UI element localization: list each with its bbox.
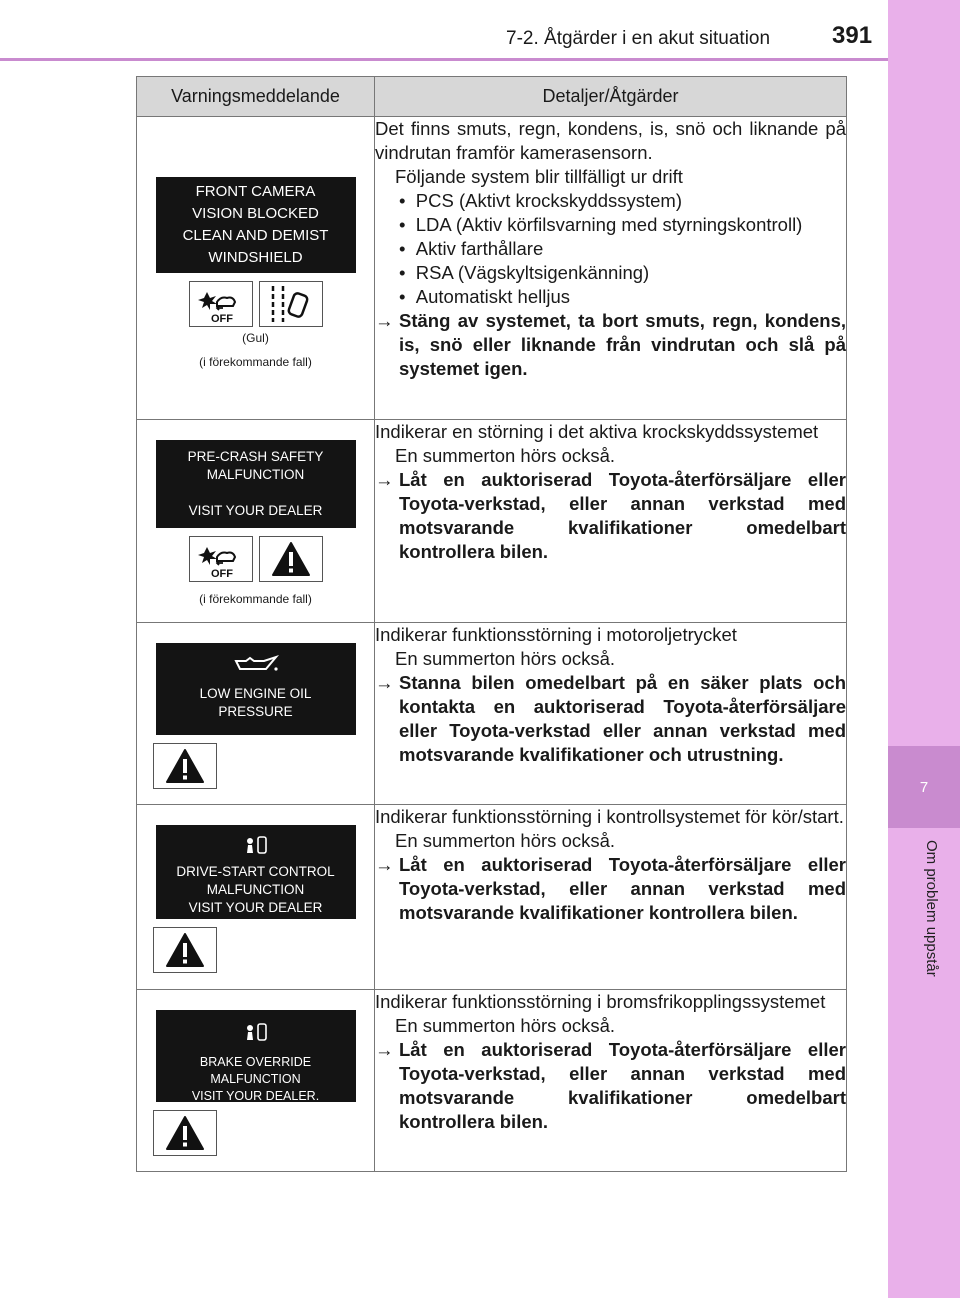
arrow-icon: → [375, 854, 394, 875]
action-text: → Stäng av systemet, ta bort smuts, regn, kondens, is, snö eller liknande från vindrutan och slå på systemet igen. [375, 310, 846, 379]
sidebar [888, 0, 960, 1298]
detail-subtext: En summerton hörs också. [395, 648, 616, 669]
display-screen [156, 643, 356, 735]
display-screen [156, 825, 356, 919]
page-number: 391 [832, 22, 873, 49]
warning-table [136, 76, 847, 1172]
color-caption: (Gul) [242, 331, 269, 345]
chapter-label: Om problem uppstår [923, 840, 940, 977]
list-item: • LDA (Aktiv körfilsvarning med styrningskontroll) [399, 214, 803, 235]
action-text: → Stanna bilen omedelbart på en säker plats och kontakta en auktoriserad Toyota-återförsäljare eller Toyota-verkstad eller annan verkstad med motsvarande kvalifikationer och utrustning. [375, 672, 846, 765]
column-header: Varningsmeddelande [137, 77, 375, 117]
applicability-caption: (i förekommande fall) [199, 592, 312, 606]
list-item: • Aktiv farthållare [399, 238, 544, 259]
detail-subtext: En summerton hörs också. [395, 1015, 616, 1036]
chapter-number: 7 [919, 778, 929, 796]
display-screen [156, 440, 356, 528]
screen-text: VISIT YOUR DEALER [188, 900, 323, 915]
screen-text: CLEAN AND DEMIST [182, 227, 329, 244]
oil-can-icon [232, 653, 280, 675]
screen-text: FRONT CAMERA [195, 183, 316, 200]
screen-text: MALFUNCTION [206, 467, 305, 482]
display-screen [156, 177, 356, 273]
screen-text: VISIT YOUR DEALER [188, 503, 323, 518]
screen-text: PRESSURE [218, 704, 293, 719]
warning-details-cell [375, 805, 847, 990]
warning-triangle-icon [153, 927, 217, 973]
table-row [137, 623, 847, 805]
push-start-icon [241, 833, 271, 857]
screen-text: VISIT YOUR DEALER. [191, 1089, 320, 1103]
pcs-off-icon [189, 281, 253, 327]
detail-subtext: Följande system blir tillfälligt ur drift [395, 166, 683, 187]
screen-text: BRAKE OVERRIDE MALFUNCTION [199, 1055, 312, 1086]
action-text: → Låt en auktoriserad Toyota-återförsäljare eller Toyota-verkstad, eller annan verkstad med motsvarande kvalifikationer omedelbart kontrollera bilen. [375, 1039, 846, 1132]
warning-image-cell [137, 990, 375, 1172]
list-item: • PCS (Aktivt krockskyddssystem) [399, 190, 683, 211]
arrow-icon: → [375, 310, 394, 331]
detail-text: Det finns smuts, regn, kondens, is, snö och liknande på vindrutan framför kamerasensorn. [375, 118, 846, 163]
section-title: 7-2. Åtgärder i en akut situation [506, 28, 771, 49]
screen-text: DRIVE-START CONTROL [176, 864, 335, 879]
table-row [137, 990, 847, 1172]
screen-text: MALFUNCTION [206, 882, 305, 897]
column-header: Detaljer/Åtgärder [375, 77, 847, 117]
warning-image-cell [137, 117, 375, 420]
arrow-icon: → [375, 1039, 394, 1060]
warning-image-cell [137, 623, 375, 805]
off-label: OFF [210, 568, 233, 579]
screen-text: LOW ENGINE OIL [199, 686, 312, 701]
arrow-icon: → [375, 672, 394, 693]
lane-departure-icon [259, 281, 323, 327]
detail-subtext: En summerton hörs också. [395, 830, 616, 851]
warning-triangle-icon [153, 1110, 217, 1156]
list-item: • Automatiskt helljus [399, 286, 570, 307]
warning-details-cell [375, 623, 847, 805]
list-item: • RSA (Vägskyltsigenkänning) [399, 262, 650, 283]
action-text: → Låt en auktoriserad Toyota-återförsäljare eller Toyota-verkstad, eller annan verkstad med motsvarande kvalifikationer omedelbart kontrollera bilen. [375, 469, 846, 562]
pcs-off-icon [189, 536, 253, 582]
applicability-caption: (i förekommande fall) [199, 355, 312, 369]
warning-details-cell [375, 990, 847, 1172]
action-text: → Låt en auktoriserad Toyota-återförsäljare eller Toyota-verkstad, eller annan verkstad med motsvarande kvalifikationer kontrollera bilen. [375, 854, 846, 923]
warning-image-cell [137, 420, 375, 623]
brake-override-icon [241, 1020, 271, 1044]
screen-text: WINDSHIELD [208, 249, 303, 266]
warning-image-cell [137, 805, 375, 990]
warning-triangle-icon [153, 743, 217, 789]
screen-text: VISION BLOCKED [192, 205, 319, 222]
display-screen [156, 1010, 356, 1102]
header-rule [0, 58, 888, 61]
screen-text: PRE-CRASH SAFETY [187, 449, 324, 464]
arrow-icon: → [375, 469, 394, 490]
detail-text: Indikerar en störning i det aktiva krockskyddssystemet [375, 421, 819, 442]
off-label: OFF [210, 313, 233, 324]
table-row [137, 420, 847, 623]
detail-text: Indikerar funktionsstörning i kontrollsystemet för kör/start. [375, 806, 844, 827]
warning-triangle-icon [259, 536, 323, 582]
chapter-tab [888, 746, 960, 828]
table-row [137, 805, 847, 990]
detail-text: Indikerar funktionsstörning i motoroljetrycket [375, 624, 737, 645]
table-row [137, 117, 847, 420]
detail-subtext: En summerton hörs också. [395, 445, 616, 466]
warning-details-cell [375, 420, 847, 623]
warning-details-cell [375, 117, 847, 420]
detail-text: Indikerar funktionsstörning i bromsfrikopplingssystemet [375, 991, 826, 1012]
screen-text [156, 484, 356, 502]
